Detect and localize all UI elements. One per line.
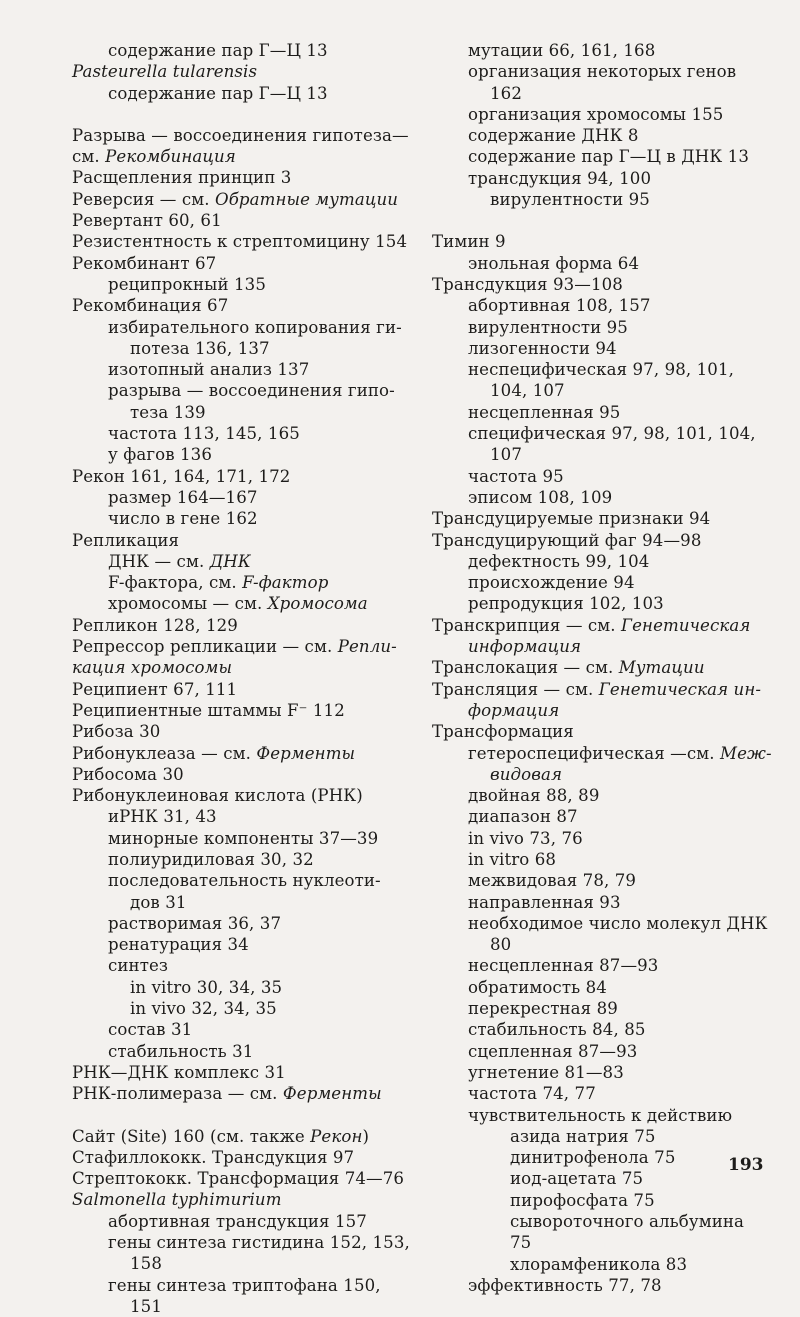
index-entry	[72, 636, 410, 657]
index-subentry	[432, 1083, 768, 1104]
entry-text: Рибоза 30	[72, 722, 161, 742]
index-subentry	[432, 1062, 768, 1083]
index-subentry	[72, 487, 410, 508]
index-entry	[432, 231, 768, 252]
index-subentry	[432, 1190, 768, 1211]
entry-text: эписом 108, 109	[468, 487, 613, 507]
index-subentry	[432, 423, 768, 444]
index-subentry	[72, 423, 410, 444]
entry-text: F-фактора, см.	[108, 573, 243, 593]
italic-reference: ДНК	[209, 551, 251, 571]
index-entry	[72, 295, 410, 316]
index-subentry	[72, 338, 410, 359]
entry-text: Рибонуклеаза — см.	[72, 743, 257, 763]
entry-text: Рекомбинант 67	[72, 253, 217, 273]
index-column-right	[432, 40, 772, 1296]
index-subentry	[72, 977, 410, 998]
entry-text: размер 164—167	[108, 487, 258, 507]
index-entry	[432, 508, 768, 529]
entry-text: Репрессор репликации — см.	[72, 637, 338, 657]
entry-text: содержание пар Г—Ц 13	[108, 83, 328, 103]
index-subentry	[432, 1147, 768, 1168]
page-number: 193	[728, 1155, 764, 1175]
entry-text: состав 31	[108, 1020, 193, 1040]
entry-text: потеза 136, 137	[130, 338, 270, 358]
index-entry	[72, 1147, 410, 1168]
entry-text: минорные компоненты 37—39	[108, 828, 379, 848]
index-subentry	[432, 146, 768, 167]
index-subentry	[432, 806, 768, 827]
entry-text: Транслокация — см.	[432, 658, 619, 678]
index-subentry	[432, 1275, 768, 1296]
index-subentry	[72, 402, 410, 423]
entry-text: у фагов 136	[108, 445, 212, 465]
index-subentry	[432, 849, 768, 870]
entry-text: организация хромосомы 155	[468, 104, 724, 124]
entry-text: неспецифическая 97, 98, 101,	[468, 360, 734, 380]
italic-reference: Репли-	[337, 637, 397, 657]
entry-text: вирулентности 95	[490, 190, 650, 210]
entry-text: см.	[72, 147, 106, 167]
entry-text: перекрестная 89	[468, 999, 618, 1019]
index-subentry	[432, 572, 768, 593]
index-entry	[72, 743, 410, 764]
index-subentry	[72, 828, 410, 849]
entry-text: динитрофенола 75	[510, 1148, 676, 1168]
entry-text: пирофосфата 75	[510, 1190, 655, 1210]
index-entry	[72, 700, 410, 721]
index-subentry	[72, 1041, 410, 1062]
index-subentry	[72, 1211, 410, 1232]
entry-text: обратимость 84	[468, 977, 607, 997]
index-subentry	[72, 1019, 410, 1040]
index-subentry	[72, 40, 410, 61]
entry-text: Трансляция — см.	[432, 679, 599, 699]
index-subentry	[432, 295, 768, 316]
index-subentry	[72, 870, 410, 891]
index-subentry	[72, 1232, 410, 1253]
italic-reference: Рекомбинация	[105, 147, 236, 167]
entry-text: содержание ДНК 8	[468, 126, 639, 146]
entry-text: полиуридиловая 30, 32	[108, 849, 314, 869]
index-subentry	[72, 934, 410, 955]
entry-text: несцепленная 95	[468, 402, 621, 422]
index-entry	[72, 1189, 410, 1210]
index-entry	[72, 764, 410, 785]
entry-text: организация некоторых генов	[468, 62, 737, 82]
index-subentry	[432, 189, 768, 210]
index-subentry	[432, 636, 768, 657]
index-subentry	[72, 1296, 410, 1317]
entry-text: ДНК — см.	[108, 551, 210, 571]
index-subentry	[72, 849, 410, 870]
italic-reference: видовая	[490, 764, 563, 784]
entry-text: in vivo 73, 76	[468, 828, 583, 848]
index-subentry	[72, 508, 410, 529]
index-subentry	[432, 380, 768, 401]
index-entry	[432, 657, 768, 678]
index-subentry	[432, 359, 768, 380]
entry-text: число в гене 162	[108, 509, 258, 529]
entry-text: Репликация	[72, 530, 180, 550]
index-entry	[72, 1083, 410, 1104]
entry-text: теза 139	[130, 402, 206, 422]
index-subentry	[432, 892, 768, 913]
entry-text: дефектность 99, 104	[468, 551, 650, 571]
entry-text: ренатурация 34	[108, 935, 249, 955]
index-subentry	[432, 593, 768, 614]
index-column-left	[72, 40, 410, 1317]
entry-text: абортивная трансдукция 157	[108, 1211, 367, 1231]
entry-text: растворимая 36, 37	[108, 913, 282, 933]
entry-text: необходимое число молекул ДНК	[468, 913, 768, 933]
entry-text: хлорамфеникола 83	[510, 1254, 688, 1274]
index-subentry	[432, 40, 768, 61]
index-entry	[432, 530, 768, 551]
entry-text: 151	[130, 1296, 162, 1316]
entry-text: избирательного копирования ги-	[108, 317, 402, 337]
index-subentry	[432, 1126, 768, 1147]
entry-text: РНК—ДНК комплекс 31	[72, 1062, 286, 1082]
index-entry	[72, 231, 410, 252]
index-entry	[72, 615, 410, 636]
entry-text: происхождение 94	[468, 573, 635, 593]
index-subentry	[432, 444, 768, 465]
entry-text: Ревертант 60, 61	[72, 211, 222, 231]
index-entry	[432, 615, 768, 636]
index-subentry	[72, 317, 410, 338]
index-subentry	[72, 1275, 410, 1296]
index-subentry	[72, 892, 410, 913]
entry-text: сцепленная 87—93	[468, 1041, 638, 1061]
index-subentry	[432, 764, 768, 785]
index-subentry	[432, 828, 768, 849]
index-entry	[432, 721, 768, 742]
index-subentry	[432, 977, 768, 998]
index-subentry	[432, 743, 772, 764]
index-subentry	[432, 700, 768, 721]
index-subentry	[432, 1105, 768, 1126]
index-subentry	[432, 955, 768, 976]
index-subentry	[72, 998, 410, 1019]
index-subentry	[432, 61, 768, 82]
index-subentry	[432, 785, 768, 806]
index-entry	[72, 1062, 410, 1083]
entry-text: 104, 107	[490, 381, 565, 401]
italic-reference: информация	[468, 637, 582, 657]
index-subentry	[432, 870, 768, 891]
entry-text: in vivo 32, 34, 35	[130, 999, 277, 1019]
entry-text: синтез	[108, 956, 169, 976]
index-entry	[72, 1168, 410, 1189]
entry-text: гетероспецифическая —см.	[468, 743, 721, 763]
entry-text: реципрокный 135	[108, 274, 266, 294]
index-subentry	[72, 551, 410, 572]
entry-text: Рибонуклеиновая кислота (РНК)	[72, 786, 363, 806]
entry-text: частота 95	[468, 466, 564, 486]
index-entry	[72, 253, 410, 274]
entry-text: Резистентность к стрептомицину 154	[72, 232, 408, 252]
entry-text: эффективность 77, 78	[468, 1275, 662, 1295]
entry-text: частота 74, 77	[468, 1084, 596, 1104]
entry-text: Реверсия — см.	[72, 189, 215, 209]
index-entry	[72, 146, 410, 167]
index-entry	[72, 1126, 410, 1147]
index-subentry	[72, 359, 410, 380]
italic-reference: Мутации	[618, 658, 705, 678]
index-subentry	[432, 1232, 768, 1253]
index-subentry	[72, 572, 410, 593]
italic-reference: формация	[468, 700, 560, 720]
index-subentry	[432, 402, 768, 423]
italic-reference: Ферменты	[282, 1084, 382, 1104]
index-subentry	[432, 1168, 768, 1189]
entry-text: гены синтеза гистидина 152, 153,	[108, 1233, 410, 1253]
index-subentry	[432, 934, 768, 955]
entry-text: Реципиентные штаммы F⁻ 112	[72, 700, 345, 720]
italic-reference: Обратные мутации	[214, 189, 399, 209]
index-entry	[72, 189, 410, 210]
index-subentry	[432, 1041, 768, 1062]
entry-text: Трансдукция 93—108	[432, 274, 623, 294]
entry-text: иРНК 31, 43	[108, 807, 217, 827]
entry-text: )	[362, 1126, 370, 1146]
index-entry	[72, 210, 410, 231]
entry-text: Реципиент 67, 111	[72, 679, 238, 699]
entry-text: Репликон 128, 129	[72, 615, 238, 635]
entry-text: мутации 66, 161, 168	[468, 41, 656, 60]
index-entry	[72, 785, 410, 806]
index-subentry	[432, 1019, 768, 1040]
italic-reference: Генетическая	[621, 615, 751, 635]
index-subentry	[432, 551, 768, 572]
italic-reference: Рекон	[310, 1126, 363, 1146]
entry-text: диапазон 87	[468, 807, 578, 827]
entry-text: 80	[490, 935, 512, 955]
entry-text: иод-ацетата 75	[510, 1169, 644, 1189]
index-subentry	[72, 83, 410, 104]
entry-text: репродукция 102, 103	[468, 594, 664, 614]
entry-text: лизогенности 94	[468, 338, 617, 358]
entry-text: Трансформация	[432, 722, 574, 742]
index-subentry	[72, 274, 410, 295]
index-entry	[432, 679, 768, 700]
index-subentry	[432, 998, 768, 1019]
entry-text: последовательность нуклеоти-	[108, 871, 381, 891]
index-subentry	[432, 338, 768, 359]
section-spacer	[72, 104, 410, 125]
entry-text: энольная форма 64	[468, 253, 640, 273]
entry-text: двойная 88, 89	[468, 786, 600, 806]
index-entry	[72, 721, 410, 742]
entry-text: дов 31	[130, 892, 187, 912]
entry-text: угнетение 81—83	[468, 1062, 624, 1082]
italic-reference: Меж-	[720, 743, 772, 763]
entry-text: содержание пар Г—Ц в ДНК 13	[468, 147, 750, 167]
entry-text: in vitro 30, 34, 35	[130, 977, 283, 997]
index-entry	[72, 466, 410, 487]
italic-reference: F-фактор	[242, 573, 329, 593]
entry-text: стабильность 31	[108, 1041, 254, 1061]
italic-reference: кация хромосомы	[72, 658, 233, 678]
index-subentry	[432, 253, 768, 274]
index-subentry	[432, 487, 768, 508]
entry-text: Рекомбинация 67	[72, 296, 229, 316]
italic-reference: Хромосома	[267, 594, 368, 614]
index-subentry	[72, 913, 410, 934]
index-entry	[72, 61, 410, 82]
entry-text: изотопный анализ 137	[108, 360, 310, 380]
entry-text: Трансдуцирующий фаг 94—98	[432, 530, 702, 550]
index-entry	[72, 530, 410, 551]
entry-text: вирулентности 95	[468, 317, 628, 337]
index-subentry	[432, 104, 768, 125]
italic-reference: Pasteurella tularensis	[72, 62, 258, 82]
entry-text: трансдукция 94, 100	[468, 168, 652, 188]
entry-text: 162	[490, 83, 522, 103]
index-subentry	[72, 380, 410, 401]
index-subentry	[72, 955, 410, 976]
index-subentry	[432, 168, 768, 189]
entry-text: несцепленная 87—93	[468, 956, 659, 976]
index-subentry	[72, 806, 410, 827]
index-subentry	[432, 1254, 768, 1275]
index-subentry	[432, 125, 768, 146]
entry-text: хромосомы — см.	[108, 594, 268, 614]
index-entry	[72, 125, 410, 146]
entry-text: Расщепления принцип 3	[72, 168, 292, 188]
index-subentry	[72, 444, 410, 465]
entry-text: 107	[490, 445, 522, 465]
entry-text: частота 113, 145, 165	[108, 424, 300, 444]
entry-text: in vitro 68	[468, 849, 557, 869]
entry-text: содержание пар Г—Ц 13	[108, 41, 328, 60]
entry-text: азида натрия 75	[510, 1126, 656, 1146]
index-entry	[72, 657, 410, 678]
index-subentry	[432, 913, 768, 934]
entry-text: Стрептококк. Трансформация 74—76	[72, 1169, 405, 1189]
entry-text: 75	[510, 1233, 532, 1253]
italic-reference: Salmonella typhimurium	[72, 1190, 282, 1210]
entry-text: специфическая 97, 98, 101, 104,	[468, 424, 756, 444]
entry-text: направленная 93	[468, 892, 621, 912]
index-subentry	[72, 593, 410, 614]
entry-text: разрыва — воссоединения гипо-	[108, 381, 395, 401]
index-subentry	[432, 466, 768, 487]
index-subentry	[432, 83, 768, 104]
section-spacer	[432, 210, 768, 231]
index-subentry	[432, 1211, 768, 1232]
entry-text: Транскрипция — см.	[432, 615, 622, 635]
entry-text: Разрыва — воссоединения гипотеза—	[72, 125, 409, 145]
entry-text: Сайт (Site) 160 (см. также	[72, 1126, 311, 1146]
entry-text: чувствительность к действию	[468, 1105, 733, 1125]
index-entry	[72, 167, 410, 188]
entry-text: гены синтеза триптофана 150,	[108, 1275, 381, 1295]
italic-reference: Ферменты	[256, 743, 356, 763]
entry-text: Стафиллококк. Трансдукция 97	[72, 1147, 355, 1167]
entry-text: абортивная 108, 157	[468, 296, 651, 316]
index-entry	[432, 274, 768, 295]
entry-text: Рибосома 30	[72, 764, 184, 784]
index-subentry	[72, 1253, 410, 1274]
index-subentry	[432, 317, 768, 338]
entry-text: Трансдуцируемые признаки 94	[432, 509, 711, 529]
index-entry	[72, 679, 410, 700]
entry-text: Тимин 9	[432, 232, 506, 252]
section-spacer	[72, 1105, 410, 1126]
entry-text: стабильность 84, 85	[468, 1020, 646, 1040]
italic-reference: Генетическая ин-	[598, 679, 762, 699]
entry-text: 158	[130, 1254, 162, 1274]
entry-text: РНК-полимераза — см.	[72, 1084, 283, 1104]
entry-text: межвидовая 78, 79	[468, 871, 637, 891]
entry-text: Рекон 161, 164, 171, 172	[72, 466, 291, 486]
entry-text: сывороточного альбумина	[510, 1212, 745, 1232]
